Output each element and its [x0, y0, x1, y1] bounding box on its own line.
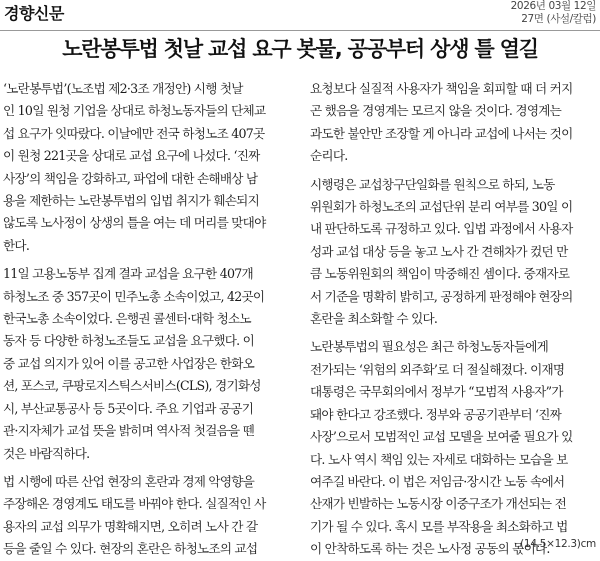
text-line: 등을 줄일 수 있다. 현장의 혼란은 하청노조의 교섭 — [3, 541, 258, 557]
text-line: 요청보다 실질적 사용자가 책임을 회피할 때 더 커지 — [310, 81, 573, 96]
text-line: 것은 바람직하다. — [3, 445, 90, 461]
text-line: 과도한 불안만 조장할 게 아니라 교섭에 나서는 것이 — [310, 125, 573, 141]
text-line: 돼야 한다고 강조했다. 정부와 공공기관부터 ‘진짜 — [310, 406, 562, 422]
text-line: 전가되는 ‘위험의 외주화’로 더 절실해졌다. 이재명 — [310, 361, 565, 377]
text-line: 하청노조 중 357곳이 민주노총 소속이었고, 42곳이 — [3, 288, 265, 304]
text-line: 큼 노동위원회의 책임이 막중해진 셈이다. 중재자로 — [310, 266, 570, 282]
article-paragraph — [310, 336, 596, 560]
text-line: 기가 될 수 있다. 혹시 모를 부작용을 최소화하고 법 — [310, 518, 568, 534]
article-headline: 노란봉투법 첫날 교섭 요구 봇물, 공공부터 상생 틀 열길 — [62, 37, 538, 61]
text-line: 주장해온 경영계도 태도를 바꿔야 한다. 실질적인 사 — [3, 496, 266, 512]
text-line: 서 기준을 명확히 밝히고, 공정하게 판정해야 현장의 — [310, 288, 573, 304]
text-line: 시, 부산교통공사 등 5곳이다. 주요 기업과 공공기 — [3, 400, 254, 416]
text-line: 동자 등 다양한 하청노조들도 교섭을 요구했다. 이 — [3, 333, 255, 349]
text-line: 용을 제한하는 노란봉투법의 입법 취지가 훼손되지 — [3, 193, 259, 209]
text-line: 션, 포스코, 쿠팡로지스틱스서비스(CLS), 경기화성 — [3, 378, 261, 394]
text-line: 대통령은 국무회의에서 정부가 “모범적 사용자”가 — [310, 384, 563, 400]
text-line: 사장’으로서 모범적인 교섭 모델을 보여줄 필요가 있 — [310, 429, 573, 445]
text-line: 여주길 바란다. 이 법은 저임금·장시간 노동 속에서 — [310, 473, 565, 489]
text-line: ‘노란봉투법’(노조법 제2·3조 개정안) 시행 첫날 — [3, 81, 243, 96]
text-line: 곤 했음을 경영계는 모르지 않을 것이다. 경영계는 — [310, 103, 562, 119]
text-line: 11일 고용노동부 집계 결과 교섭을 요구한 407개 — [3, 266, 253, 282]
text-line: 관·지자체가 교섭 뜻을 밝히며 역사적 첫걸음을 뗀 — [3, 423, 255, 439]
text-line: 노란봉투법의 필요성은 최근 하청노동자들에게 — [310, 339, 549, 355]
text-line: 법 시행에 따른 산업 현장의 혼란과 경제 악영향을 — [3, 473, 255, 489]
right-column — [310, 78, 596, 561]
header-divider — [0, 30, 600, 31]
text-line: 이 안착하도록 하는 것은 노사정 공동의 몫이다. — [310, 541, 550, 557]
text-line: 이 원청 221곳을 상대로 교섭 요구에 나섰다. ‘진짜 — [3, 148, 260, 164]
text-line: 내 판단하도록 규정하고 있다. 입법 과정에서 사용자 — [310, 221, 573, 237]
text-line: 한국노총 소속이었다. 은행권 콜센터·대학 청소노 — [3, 311, 251, 327]
text-line: 한다. — [3, 237, 30, 253]
text-line: 섭 요구가 잇따랐다. 이날에만 전국 하청노조 407곳 — [3, 125, 265, 141]
text-line: 혼란을 최소화할 수 있다. — [310, 311, 438, 327]
text-line: 시행령은 교섭창구단일화를 원칙으로 하되, 노동 — [310, 176, 555, 192]
text-line: 산재가 빈발하는 노동시장 이중구조가 개선되는 전 — [310, 496, 566, 512]
text-line: 인 10일 원청 기업을 상대로 하청노동자들의 단체교 — [3, 103, 266, 119]
text-line: 않도록 노사정이 상생의 틀을 여는 데 머리를 맞대야 — [3, 215, 266, 231]
newspaper-name: 경향신문 — [4, 4, 64, 23]
text-line: 위원회가 하청노조의 교섭단위 분리 여부를 30일 이 — [310, 199, 573, 215]
text-line: 용자의 교섭 의무가 명확해지면, 오히려 노사 간 갈 — [3, 518, 258, 534]
masthead — [0, 0, 600, 30]
text-line: 다. 노사 역시 책임 있는 자세로 대화하는 모습을 보 — [310, 451, 568, 467]
article-paragraph — [3, 471, 289, 561]
text-line: 성과 교섭 대상 등을 놓고 노사 간 견해차가 컸던 만 — [310, 243, 568, 259]
article-paragraph — [3, 263, 289, 465]
left-column — [3, 78, 289, 561]
publication-meta — [511, 0, 596, 26]
article-paragraph — [310, 174, 596, 331]
text-line: 사장’의 책임을 강화하고, 파업에 대한 손해배상 남 — [3, 170, 258, 186]
text-line: 순리다. — [310, 148, 348, 164]
text-line: 중 교섭 의지가 있어 이를 공고한 사업장은 한화오 — [3, 355, 255, 371]
publication-date: 2026년 03월 12일 — [510, 0, 596, 12]
article-paragraph — [310, 78, 596, 168]
article-size-note: (14.5×12.3)cm — [520, 538, 596, 550]
page-section: 27면 (사설/칼럼) — [521, 13, 596, 25]
article-paragraph — [3, 78, 289, 257]
